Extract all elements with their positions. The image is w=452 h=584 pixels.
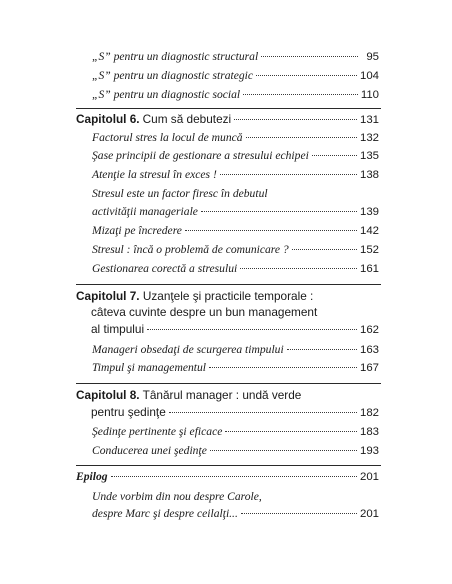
chapter-title: Cum să debutezi bbox=[142, 112, 232, 126]
section-divider bbox=[76, 284, 381, 285]
toc-entry-title: Timpul şi managementul bbox=[92, 361, 207, 374]
toc-chapter-8-heading[interactable] bbox=[76, 388, 301, 402]
toc-entry-page: 142 bbox=[359, 225, 379, 237]
dot-leader bbox=[256, 75, 357, 76]
dot-leader bbox=[210, 450, 357, 451]
toc-entry-title: activităţii manageriale bbox=[92, 205, 198, 218]
epilog-label: Epilog bbox=[76, 470, 108, 483]
section-divider bbox=[76, 465, 381, 466]
toc-entry-stresul-factor-firesc[interactable] bbox=[92, 205, 379, 218]
toc-entry-page: 138 bbox=[359, 169, 379, 181]
dot-leader bbox=[261, 56, 358, 57]
dot-leader bbox=[287, 349, 357, 350]
dot-leader bbox=[185, 230, 357, 231]
toc-entry-page: 201 bbox=[359, 508, 379, 520]
toc-entry-page: 104 bbox=[359, 70, 379, 82]
toc-entry-timpul-managementul[interactable] bbox=[92, 361, 379, 374]
toc-entry-manageri-obsedati[interactable] bbox=[92, 343, 379, 356]
toc-entry-diagnostic-social[interactable] bbox=[92, 88, 379, 101]
toc-entry-page: 183 bbox=[359, 426, 379, 438]
toc-entry-title: Mizaţi pe încredere bbox=[92, 224, 182, 237]
dot-leader bbox=[234, 119, 357, 120]
toc-entry-page: 152 bbox=[359, 244, 379, 256]
section-divider bbox=[76, 383, 381, 384]
dot-leader bbox=[220, 174, 357, 175]
toc-entry-title: Şedinţe pertinente şi eficace bbox=[92, 425, 223, 438]
toc-entry-title: „S” pentru un diagnostic strategic bbox=[92, 69, 254, 82]
toc-entry-title: Stresul : încă o problemă de comunicare ? bbox=[92, 243, 289, 256]
toc-entry-page: 163 bbox=[359, 344, 379, 356]
chapter-title-line: câteva cuvinte despre un bun management bbox=[91, 305, 318, 319]
toc-epilog[interactable] bbox=[76, 470, 379, 483]
dot-leader bbox=[169, 412, 357, 413]
dot-leader bbox=[312, 155, 357, 156]
toc-entry-mizati-incredere[interactable] bbox=[92, 224, 379, 237]
dot-leader bbox=[111, 476, 357, 477]
toc-entry-sase-principii[interactable] bbox=[92, 149, 379, 162]
toc-chapter-7-heading[interactable] bbox=[76, 289, 313, 303]
toc-entry-conducerea-sedinte[interactable] bbox=[92, 444, 379, 457]
toc-entry-line: Unde vorbim din nou despre Carole, bbox=[92, 490, 262, 503]
toc-entry-page: 167 bbox=[359, 362, 379, 374]
chapter-label: Capitolul 8. bbox=[76, 388, 140, 402]
toc-entry-page: 139 bbox=[359, 206, 379, 218]
toc-entry-title: „S” pentru un diagnostic structural bbox=[92, 50, 259, 63]
toc-entry-page: 132 bbox=[359, 132, 379, 144]
toc-entry-title: „S” pentru un diagnostic social bbox=[92, 88, 241, 101]
toc-entry-despre-marc[interactable] bbox=[92, 507, 379, 520]
dot-leader bbox=[225, 431, 357, 432]
dot-leader bbox=[241, 513, 357, 514]
toc-entry-page: 95 bbox=[366, 51, 379, 63]
toc-chapter-8[interactable] bbox=[91, 405, 379, 419]
dot-leader bbox=[209, 367, 357, 368]
section-divider bbox=[76, 108, 381, 109]
toc-chapter-7[interactable] bbox=[91, 322, 379, 336]
chapter-title: pentru şedinţe bbox=[91, 405, 166, 419]
toc-entry-title: Manageri obsedaţi de scurgerea timpului bbox=[92, 343, 284, 356]
dot-leader bbox=[292, 249, 357, 250]
toc-entry-page: 131 bbox=[359, 114, 379, 126]
chapter-label: Capitolul 7. bbox=[76, 289, 140, 303]
toc-entry-title: Atenţie la stresul în exces ! bbox=[92, 168, 217, 181]
chapter-title-line: Uzanţele şi practicile temporale : bbox=[142, 289, 314, 303]
toc-entry-sedinte-pertinente[interactable] bbox=[92, 425, 379, 438]
toc-entry-title: Conducerea unei şedinţe bbox=[92, 444, 207, 457]
toc-entry-page: 193 bbox=[359, 445, 379, 457]
toc-entry-page: 182 bbox=[359, 407, 379, 419]
toc-entry-title: despre Marc şi despre ceilalţi... bbox=[92, 507, 238, 520]
toc-entry-page: 162 bbox=[359, 324, 379, 336]
dot-leader bbox=[243, 94, 358, 95]
toc-entry-atentie-stres[interactable] bbox=[92, 168, 379, 181]
toc-entry-stresul-comunicare[interactable] bbox=[92, 243, 379, 256]
toc-entry-page: 135 bbox=[359, 150, 379, 162]
dot-leader bbox=[147, 329, 357, 330]
toc-entry-page: 110 bbox=[360, 89, 379, 101]
chapter-title: al timpului bbox=[91, 322, 145, 336]
dot-leader bbox=[246, 137, 357, 138]
toc-entry-gestionarea-stresului[interactable] bbox=[92, 262, 379, 275]
chapter-title-line: Tânărul manager : undă verde bbox=[142, 388, 302, 402]
dot-leader bbox=[240, 268, 357, 269]
toc-entry-title: Factorul stres la locul de muncă bbox=[92, 131, 243, 144]
toc-entry-page: 161 bbox=[359, 263, 379, 275]
toc-entry-diagnostic-strategic[interactable] bbox=[92, 69, 379, 82]
chapter-label: Capitolul 6. bbox=[76, 112, 140, 126]
toc-chapter-6[interactable] bbox=[76, 112, 379, 127]
toc-entry-line: Stresul este un factor firesc în debutul bbox=[92, 187, 268, 200]
dot-leader bbox=[201, 211, 357, 212]
toc-entry-title: Gestionarea corectă a stresului bbox=[92, 262, 238, 275]
toc-entry-diagnostic-structural[interactable] bbox=[92, 50, 379, 63]
toc-entry-page: 201 bbox=[359, 471, 379, 483]
toc-entry-factorul-stres[interactable] bbox=[92, 131, 379, 144]
toc-entry-title: Şase principii de gestionare a stresului echipei bbox=[92, 149, 309, 162]
